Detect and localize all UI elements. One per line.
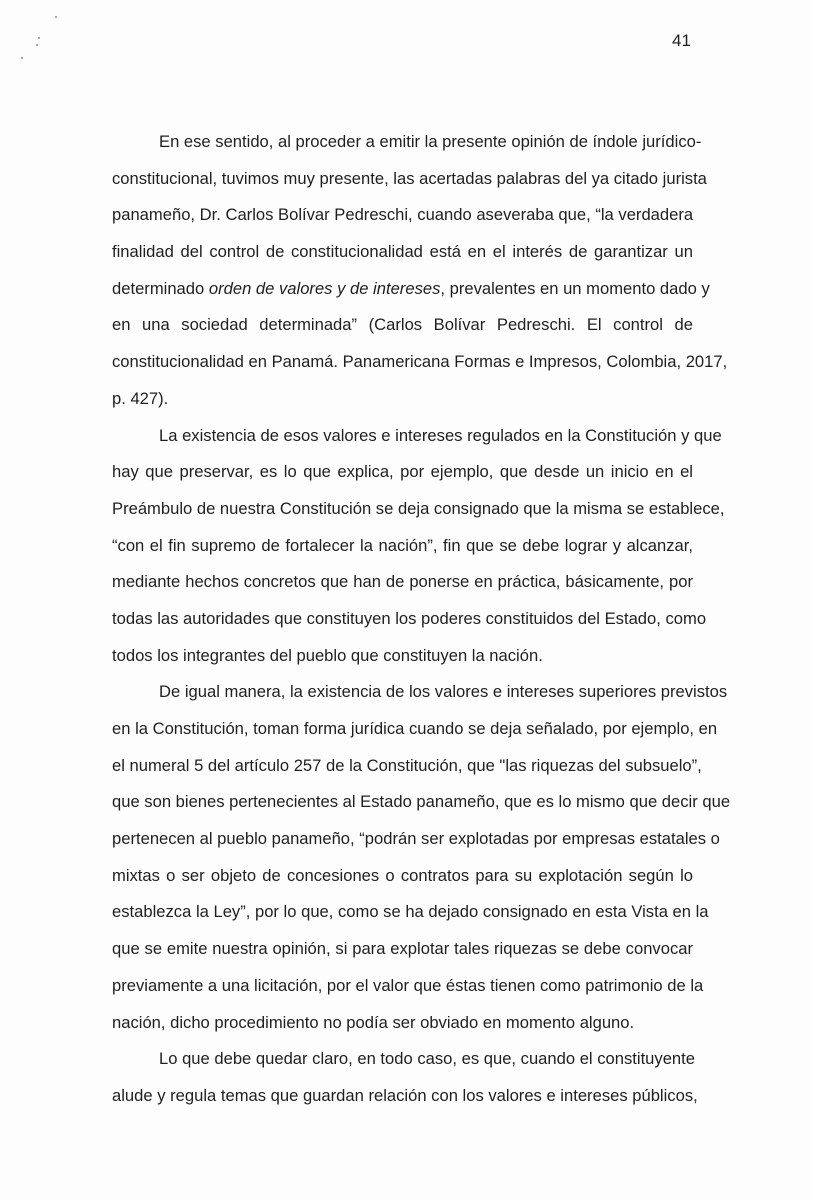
- text-line: hay que preservar, es lo que explica, por ejemplo, que desde un inicio en el: [112, 462, 693, 482]
- text-line: panameño, Dr. Carlos Bolívar Pedreschi, cuando aseveraba que, “la verdadera: [112, 205, 694, 225]
- text-line: el numeral 5 del artículo 257 de la Constitución, que "las riquezas del subsuelo”,: [112, 755, 702, 775]
- text-line: La existencia de esos valores e intereses regulados en la Constitución y que: [159, 425, 722, 445]
- text-line: mixtas o ser objeto de concesiones o contratos para su explotación según lo: [112, 865, 693, 885]
- text-line-mixed: [112, 271, 710, 308]
- scan-speck: [55, 16, 57, 18]
- text-line: mediante hechos concretos que han de ponerse en práctica, básicamente, por: [112, 572, 693, 592]
- text-line: De igual manera, la existencia de los valores e intereses superiores previstos: [159, 682, 728, 702]
- text-line: constitucionalidad en Panamá. Panamericana Formas e Impresos, Colombia, 2017,: [112, 352, 728, 372]
- text-line: p. 427).: [112, 388, 169, 408]
- text-line: pertenecen al pueblo panameño, “podrán ser explotadas por empresas estatales o: [112, 829, 720, 849]
- body-text: [112, 124, 731, 1115]
- text-line: todos los integrantes del pueblo que constituyen la nación.: [112, 645, 543, 665]
- text-line: que se emite nuestra opinión, si para explotar tales riquezas se debe convocar: [112, 939, 693, 959]
- text-run: , prevalentes en un momento dado y: [440, 278, 710, 298]
- text-line: previamente a una licitación, por el valor que éstas tienen como patrimonio de la: [112, 975, 704, 995]
- text-line: alude y regula temas que guardan relación con los valores e intereses públicos,: [112, 1085, 698, 1105]
- text-line: Lo que debe quedar claro, en todo caso, es que, cuando el constituyente: [159, 1049, 695, 1069]
- text-line: que son bienes pertenecientes al Estado panameño, que es lo mismo que decir que: [112, 792, 731, 812]
- text-line: constitucional, tuvimos muy presente, las acertadas palabras del ya citado jurista: [112, 168, 707, 188]
- scan-speck: [38, 37, 40, 39]
- text-line: finalidad del control de constitucionalidad está en el interés de garantizar un: [112, 242, 693, 262]
- text-line: nación, dicho procedimiento no podía ser obviado en momento alguno.: [112, 1012, 635, 1032]
- text-line: en la Constitución, toman forma jurídica cuando se deja señalado, por ejemplo, en: [112, 719, 718, 738]
- text-line: todas las autoridades que constituyen los poderes constituidos del Estado, como: [112, 608, 707, 628]
- italic-text-run: orden de valores y de intereses: [208, 278, 441, 298]
- text-line: “con el fin supremo de fortalecer la nación”, fin que se debe lograr y alcanzar,: [112, 535, 693, 555]
- page-number: 41: [672, 31, 691, 50]
- text-line: Preámbulo de nuestra Constitución se deja consignado que la misma se establece,: [112, 498, 725, 518]
- text-line: En ese sentido, al proceder a emitir la presente opinión de índole jurídico-: [159, 132, 702, 151]
- text-line: establezca la Ley”, por lo que, como se ha dejado consignado en esta Vista en la: [112, 902, 709, 922]
- text-run: determinado: [112, 278, 209, 298]
- scan-speck: [21, 57, 23, 59]
- scan-speck: [36, 44, 38, 46]
- text-line: en una sociedad determinada” (Carlos Bolívar Pedreschi. El control de: [112, 315, 693, 335]
